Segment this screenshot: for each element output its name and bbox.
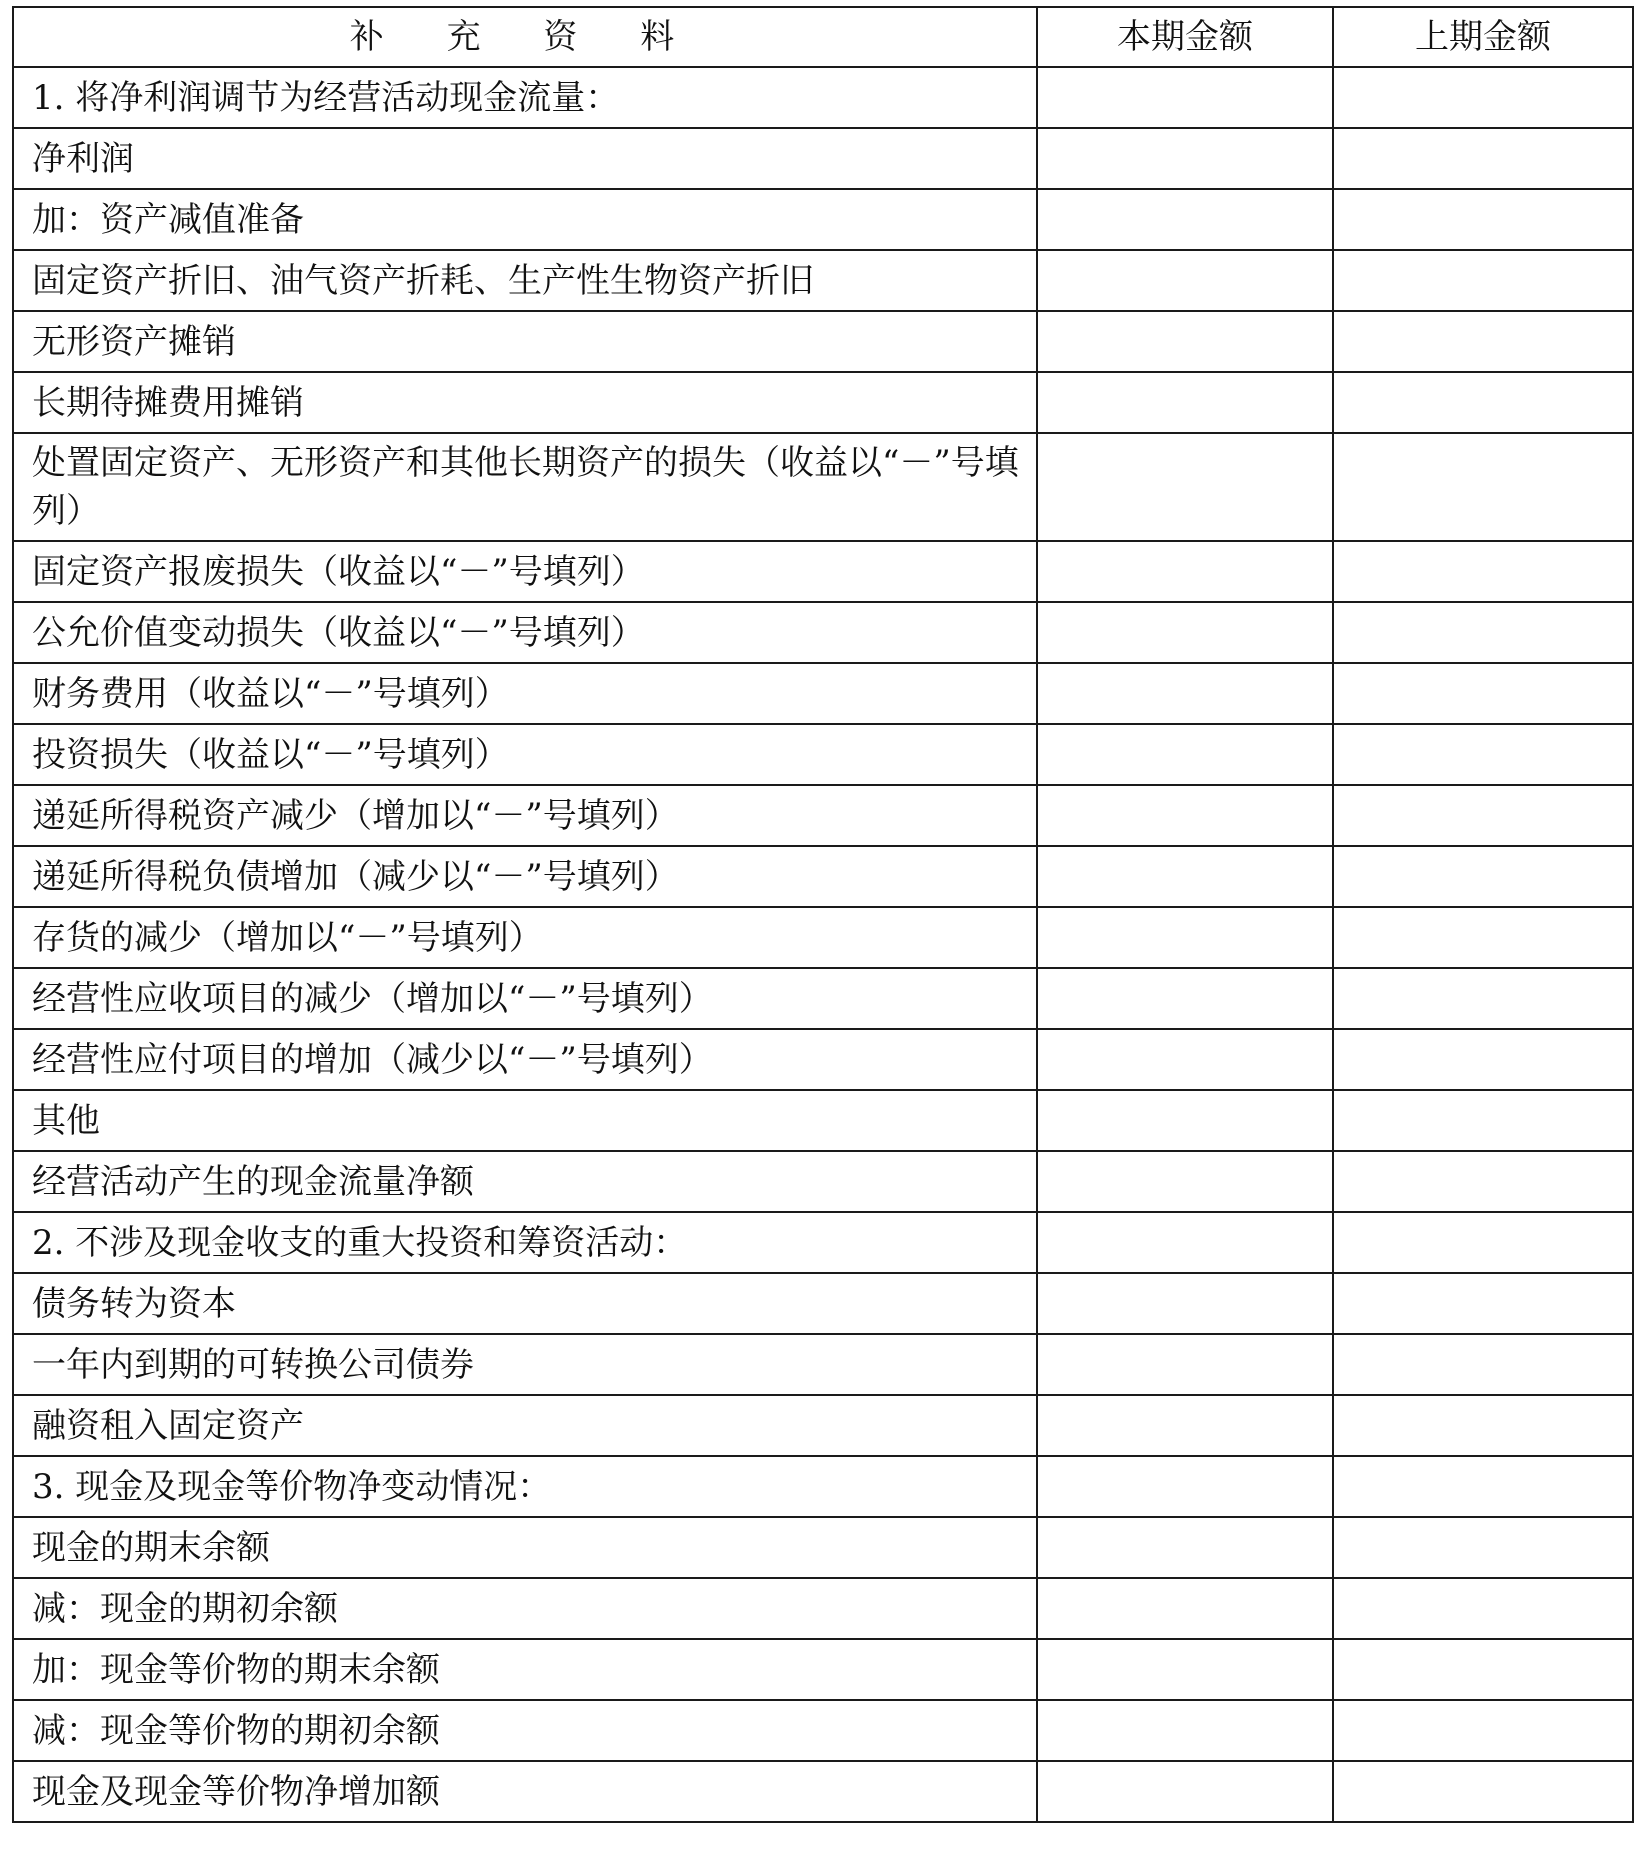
current-amount-cell	[1037, 1761, 1333, 1822]
row-label: 经营性应收项目的减少（增加以“－”号填列）	[13, 968, 1037, 1029]
table-row	[13, 250, 1633, 311]
table-row	[13, 1334, 1633, 1395]
row-label: 减：现金的期初余额	[13, 1578, 1037, 1639]
header-prior-period-amount: 上期金额	[1333, 7, 1633, 67]
row-label: 公允价值变动损失（收益以“－”号填列）	[13, 602, 1037, 663]
table-row	[13, 663, 1633, 724]
prior-amount-cell	[1333, 1029, 1633, 1090]
table-row	[13, 1578, 1633, 1639]
row-label: 现金的期末余额	[13, 1517, 1037, 1578]
row-label: 加：现金等价物的期末余额	[13, 1639, 1037, 1700]
row-label: 净利润	[13, 128, 1037, 189]
row-label: 固定资产报废损失（收益以“－”号填列）	[13, 541, 1037, 602]
prior-amount-cell	[1333, 1395, 1633, 1456]
current-amount-cell	[1037, 1151, 1333, 1212]
table-row	[13, 1395, 1633, 1456]
prior-amount-cell	[1333, 311, 1633, 372]
table-row	[13, 67, 1633, 128]
row-label: 递延所得税资产减少（增加以“－”号填列）	[13, 785, 1037, 846]
prior-amount-cell	[1333, 1273, 1633, 1334]
row-label: 无形资产摊销	[13, 311, 1037, 372]
row-label: 财务费用（收益以“－”号填列）	[13, 663, 1037, 724]
prior-amount-cell	[1333, 602, 1633, 663]
prior-amount-cell	[1333, 1151, 1633, 1212]
row-label: 一年内到期的可转换公司债券	[13, 1334, 1037, 1395]
prior-amount-cell	[1333, 907, 1633, 968]
header-current-period-amount: 本期金额	[1037, 7, 1333, 67]
prior-amount-cell	[1333, 663, 1633, 724]
row-label: 2. 不涉及现金收支的重大投资和筹资活动：	[13, 1212, 1037, 1273]
current-amount-cell	[1037, 1090, 1333, 1151]
current-amount-cell	[1037, 1456, 1333, 1517]
current-amount-cell	[1037, 189, 1333, 250]
prior-amount-cell	[1333, 1212, 1633, 1273]
prior-amount-cell	[1333, 1090, 1633, 1151]
row-label: 债务转为资本	[13, 1273, 1037, 1334]
current-amount-cell	[1037, 1578, 1333, 1639]
table-row	[13, 1639, 1633, 1700]
current-amount-cell	[1037, 1395, 1333, 1456]
table-row	[13, 968, 1633, 1029]
table-row	[13, 541, 1633, 602]
row-label: 经营活动产生的现金流量净额	[13, 1151, 1037, 1212]
current-amount-cell	[1037, 1517, 1333, 1578]
table-row	[13, 724, 1633, 785]
row-label: 投资损失（收益以“－”号填列）	[13, 724, 1037, 785]
row-label: 3. 现金及现金等价物净变动情况：	[13, 1456, 1037, 1517]
prior-amount-cell	[1333, 785, 1633, 846]
prior-amount-cell	[1333, 1456, 1633, 1517]
table-row	[13, 1273, 1633, 1334]
table-row	[13, 1761, 1633, 1822]
current-amount-cell	[1037, 67, 1333, 128]
prior-amount-cell	[1333, 1578, 1633, 1639]
current-amount-cell	[1037, 250, 1333, 311]
row-label: 其他	[13, 1090, 1037, 1151]
row-label: 处置固定资产、无形资产和其他长期资产的损失（收益以“－”号填列）	[13, 433, 1037, 541]
table-row	[13, 1090, 1633, 1151]
table-row	[13, 846, 1633, 907]
row-label: 递延所得税负债增加（减少以“－”号填列）	[13, 846, 1037, 907]
row-label: 1. 将净利润调节为经营活动现金流量：	[13, 67, 1037, 128]
prior-amount-cell	[1333, 1517, 1633, 1578]
prior-amount-cell	[1333, 724, 1633, 785]
current-amount-cell	[1037, 372, 1333, 433]
row-label: 融资租入固定资产	[13, 1395, 1037, 1456]
prior-amount-cell	[1333, 433, 1633, 541]
row-label: 现金及现金等价物净增加额	[13, 1761, 1037, 1822]
current-amount-cell	[1037, 1639, 1333, 1700]
table-row	[13, 372, 1633, 433]
current-amount-cell	[1037, 541, 1333, 602]
row-label: 经营性应付项目的增加（减少以“－”号填列）	[13, 1029, 1037, 1090]
prior-amount-cell	[1333, 372, 1633, 433]
current-amount-cell	[1037, 311, 1333, 372]
cash-flow-supplement-table	[12, 6, 1634, 1823]
table-row	[13, 1456, 1633, 1517]
table-row	[13, 1212, 1633, 1273]
prior-amount-cell	[1333, 541, 1633, 602]
current-amount-cell	[1037, 846, 1333, 907]
table-row	[13, 1029, 1633, 1090]
table-row	[13, 128, 1633, 189]
current-amount-cell	[1037, 724, 1333, 785]
current-amount-cell	[1037, 1273, 1333, 1334]
current-amount-cell	[1037, 1334, 1333, 1395]
table-row	[13, 433, 1633, 541]
current-amount-cell	[1037, 433, 1333, 541]
table-row	[13, 785, 1633, 846]
table-row	[13, 1151, 1633, 1212]
prior-amount-cell	[1333, 67, 1633, 128]
table-row	[13, 189, 1633, 250]
current-amount-cell	[1037, 602, 1333, 663]
prior-amount-cell	[1333, 968, 1633, 1029]
current-amount-cell	[1037, 128, 1333, 189]
row-label: 减：现金等价物的期初余额	[13, 1700, 1037, 1761]
current-amount-cell	[1037, 663, 1333, 724]
table-row	[13, 1700, 1633, 1761]
prior-amount-cell	[1333, 250, 1633, 311]
current-amount-cell	[1037, 1029, 1333, 1090]
prior-amount-cell	[1333, 189, 1633, 250]
row-label: 加：资产减值准备	[13, 189, 1037, 250]
table-row	[13, 1517, 1633, 1578]
table-header-row	[13, 7, 1633, 67]
table-row	[13, 311, 1633, 372]
prior-amount-cell	[1333, 846, 1633, 907]
current-amount-cell	[1037, 907, 1333, 968]
current-amount-cell	[1037, 785, 1333, 846]
table-row	[13, 602, 1633, 663]
prior-amount-cell	[1333, 1700, 1633, 1761]
prior-amount-cell	[1333, 1639, 1633, 1700]
current-amount-cell	[1037, 968, 1333, 1029]
prior-amount-cell	[1333, 128, 1633, 189]
row-label: 固定资产折旧、油气资产折耗、生产性生物资产折旧	[13, 250, 1037, 311]
prior-amount-cell	[1333, 1761, 1633, 1822]
row-label: 长期待摊费用摊销	[13, 372, 1037, 433]
row-label: 存货的减少（增加以“－”号填列）	[13, 907, 1037, 968]
table-row	[13, 907, 1633, 968]
current-amount-cell	[1037, 1212, 1333, 1273]
header-supplementary-info: 补 充 资 料	[13, 7, 1037, 67]
prior-amount-cell	[1333, 1334, 1633, 1395]
current-amount-cell	[1037, 1700, 1333, 1761]
